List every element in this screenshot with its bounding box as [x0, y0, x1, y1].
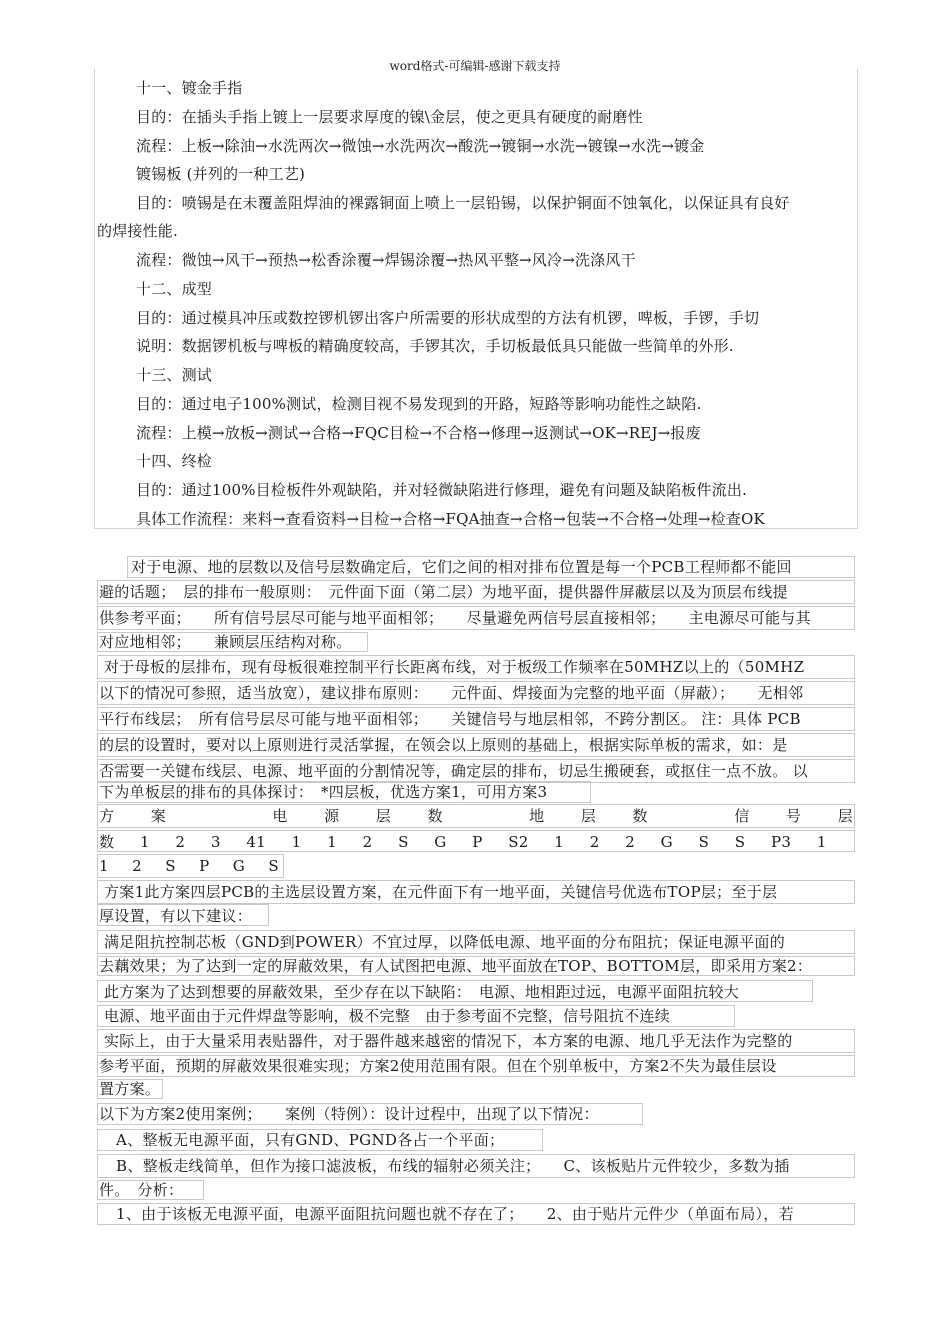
table-cell: G	[434, 833, 447, 851]
testing-flow: 流程：上模→放板→测试→合格→FQC目检→不合格→修理→返测试→OK→REJ→报废	[136, 424, 701, 442]
testing-purpose: 目的：通过电子100%测试，检测目视不易发现到的开路，短路等影响功能性之缺陷.	[136, 395, 702, 413]
table-cell: P3	[771, 833, 792, 851]
table-cell: 号	[785, 807, 802, 825]
table-cell: 案	[150, 807, 166, 825]
layer-paragraph-1: 对于电源、地的层数以及信号层数确定后，它们之间的相对排布位置是每一个PCB工程师都不能回	[131, 558, 792, 576]
motherboard-paragraph: 的层的设置时，要对以上原则进行灵活掌握，在领会以上原则的基础上，根据实际单板的需求，如：是	[99, 736, 788, 754]
tin-plate-flow: 流程：微蚀→风干→预热→松香涂覆→焊锡涂覆→热风平整→风冷→洗涤风干	[136, 251, 636, 269]
layer-table-row-1	[99, 806, 853, 826]
table-cell: 信	[734, 807, 750, 825]
scheme1-paragraph: 方案1此方案四层PCB的主选层设置方案，在元件面下有一地平面，关键信号优选布TOP层；至于层	[104, 883, 778, 901]
table-cell: 1	[139, 833, 150, 851]
table-cell: 1	[291, 833, 302, 851]
case-item-b-cont: 件。 分析：	[99, 1181, 184, 1199]
table-cell: 41	[246, 833, 267, 851]
motherboard-paragraph: 对于母板的层排布，现有母板很难控制平行长距离布线，对于板级工作频率在50MHZ以上的（50MHZ	[104, 658, 805, 676]
table-cell: S2	[508, 833, 529, 851]
table-cell: 数	[632, 807, 648, 825]
table-cell: 3	[210, 833, 221, 851]
table-cell: 2	[589, 833, 600, 851]
layer-paragraph-1: 避的话题； 层的排布一般原则： 元件面下面（第二层）为地平面，提供器件屏蔽层以及为顶层布线提	[99, 583, 788, 601]
table-cell: 源	[324, 807, 340, 825]
table-cell: S	[698, 833, 710, 851]
final-inspection-flow: 具体工作流程：来料→查看资料→目检→合格→FQA抽查→合格→包装→不合格→处理→检查OK	[136, 510, 765, 528]
table-cell: 1	[99, 857, 109, 875]
table-cell: 方	[99, 807, 115, 825]
table-cell: 1	[554, 833, 565, 851]
table-cell: 电	[272, 807, 288, 825]
scheme1-paragraph: 厚设置，有以下建议：	[99, 907, 253, 925]
table-cell: G	[660, 833, 673, 851]
scheme2-drawback-cont: 电源、地平面由于元件焊盘等影响，极不完整 由于参考面不完整，信号阻抗不连续	[104, 1007, 671, 1025]
layer-paragraph-1: 供参考平面； 所有信号层尽可能与地平面相邻； 尽量避免两信号层直接相邻； 主电源尽可能与其	[99, 609, 811, 627]
forming-note: 说明：数据锣机板与啤板的精确度较高，手锣其次，手切板最低具只能做一些简单的外形.	[136, 337, 734, 355]
table-cell: S	[734, 833, 746, 851]
table-cell: 1	[327, 833, 337, 851]
forming-purpose: 目的：通过模具冲压或数控锣机锣出客户所需要的形状成型的方法有机锣，啤板，手锣，手切	[136, 309, 760, 327]
tin-plate-purpose-cont: 的焊接性能.	[97, 222, 178, 240]
smd-paragraph: 实际上，由于大量采用表贴器件，对于器件越来越密的情况下，本方案的电源、地几乎无法作为完整的	[104, 1032, 793, 1050]
table-cell: 1	[816, 833, 827, 851]
gold-finger-flow: 流程：上板→除油→水洗两次→微蚀→水洗两次→酸洗→镀铜→水洗→镀镍→水洗→镀金	[136, 137, 705, 155]
analysis-paragraph: 1、由于该板无电源平面，电源平面阻抗问题也就不存在了； 2、由于贴片元件少（单面布局），若	[116, 1205, 794, 1223]
heading-final-inspection: 十四、终检	[136, 452, 213, 470]
heading-tin-plate: 镀锡板 (并列的一种工艺)	[136, 165, 306, 183]
case-item-a: A、整板无电源平面，只有GND、PGND各占一个平面；	[116, 1131, 505, 1149]
page-header: word格式-可编辑-感谢下载支持	[389, 59, 561, 73]
table-cell: P	[199, 857, 210, 875]
motherboard-paragraph: 下为单板层的排布的具体探讨： *四层板，优选方案1，可用方案3	[99, 783, 548, 801]
table-cell: S	[268, 857, 279, 875]
layer-paragraph-1: 对应地相邻； 兼顾层压结构对称。	[99, 633, 352, 651]
heading-gold-finger: 十一、镀金手指	[136, 79, 243, 97]
motherboard-paragraph: 以下的情况可参照，适当放宽），建议排布原则： 元件面、焊接面为完整的地平面（屏蔽）； 无相邻	[99, 684, 804, 702]
tin-plate-purpose: 目的：喷锡是在未覆盖阻焊油的裸露铜面上喷上一层铅锡，以保护铜面不蚀氧化，以保证具有良好	[136, 194, 790, 212]
case-item-b: B、整板走线简单，但作为接口滤波板，布线的辐射必须关注； C、该板贴片元件较少，多数为插	[116, 1157, 790, 1175]
table-cell: 2	[175, 833, 186, 851]
table-cell: 层	[580, 807, 597, 825]
smd-paragraph: 置方案。	[99, 1080, 161, 1098]
final-inspection-purpose: 目的：通过100%目检板件外观缺陷，并对轻微缺陷进行修理，避免有问题及缺陷板件流出.	[136, 481, 748, 499]
table-cell: 数	[427, 807, 443, 825]
table-cell: 地	[529, 807, 545, 825]
table-cell: G	[232, 857, 246, 875]
heading-forming: 十二、成型	[136, 280, 213, 298]
gold-finger-purpose: 目的：在插头手指上镀上一层要求厚度的镍\金层，使之更具有硬度的耐磨性	[136, 108, 643, 126]
impedance-paragraph: 去藕效果；为了达到一定的屏蔽效果，有人试图把电源、地平面放在TOP、BOTTOM层，即采用方案2：	[99, 957, 813, 975]
table-cell: 数	[99, 833, 115, 851]
table-cell: 层	[375, 807, 392, 825]
motherboard-paragraph: 平行布线层； 所有信号层尽可能与地平面相邻； 关键信号与地层相邻，不跨分割区。 注：具体 PCB	[99, 710, 801, 728]
layer-table-row-3	[99, 856, 279, 876]
motherboard-paragraph: 否需要一关键布线层、电源、地平面的分割情况等，确定层的排布，切忌生搬硬套，或抠住一点不放。 以	[99, 762, 808, 780]
scheme2-drawback: 此方案为了达到想要的屏蔽效果，至少存在以下缺陷： 电源、地相距过远，电源平面阻抗较大	[104, 983, 740, 1001]
impedance-paragraph: 满足阻抗控制芯板（GND到POWER）不宜过厚，以降低电源、地平面的分布阻抗；保证电源平面的	[104, 933, 785, 951]
table-cell: P	[472, 833, 483, 851]
case-intro: 以下为方案2使用案例； 案例（特例）：设计过程中，出现了以下情况：	[99, 1105, 599, 1123]
table-cell: 2	[625, 833, 636, 851]
layer-table-row-2	[99, 832, 827, 852]
table-cell: S	[398, 833, 409, 851]
heading-testing: 十三、测试	[136, 366, 213, 384]
table-cell: 层	[837, 807, 853, 825]
table-cell: S	[165, 857, 176, 875]
table-cell: 2	[132, 857, 142, 875]
smd-paragraph: 参考平面，预期的屏蔽效果很难实现；方案2使用范围有限。但在个别单板中，方案2不失为最佳层设	[99, 1057, 777, 1075]
table-cell: 2	[362, 833, 373, 851]
